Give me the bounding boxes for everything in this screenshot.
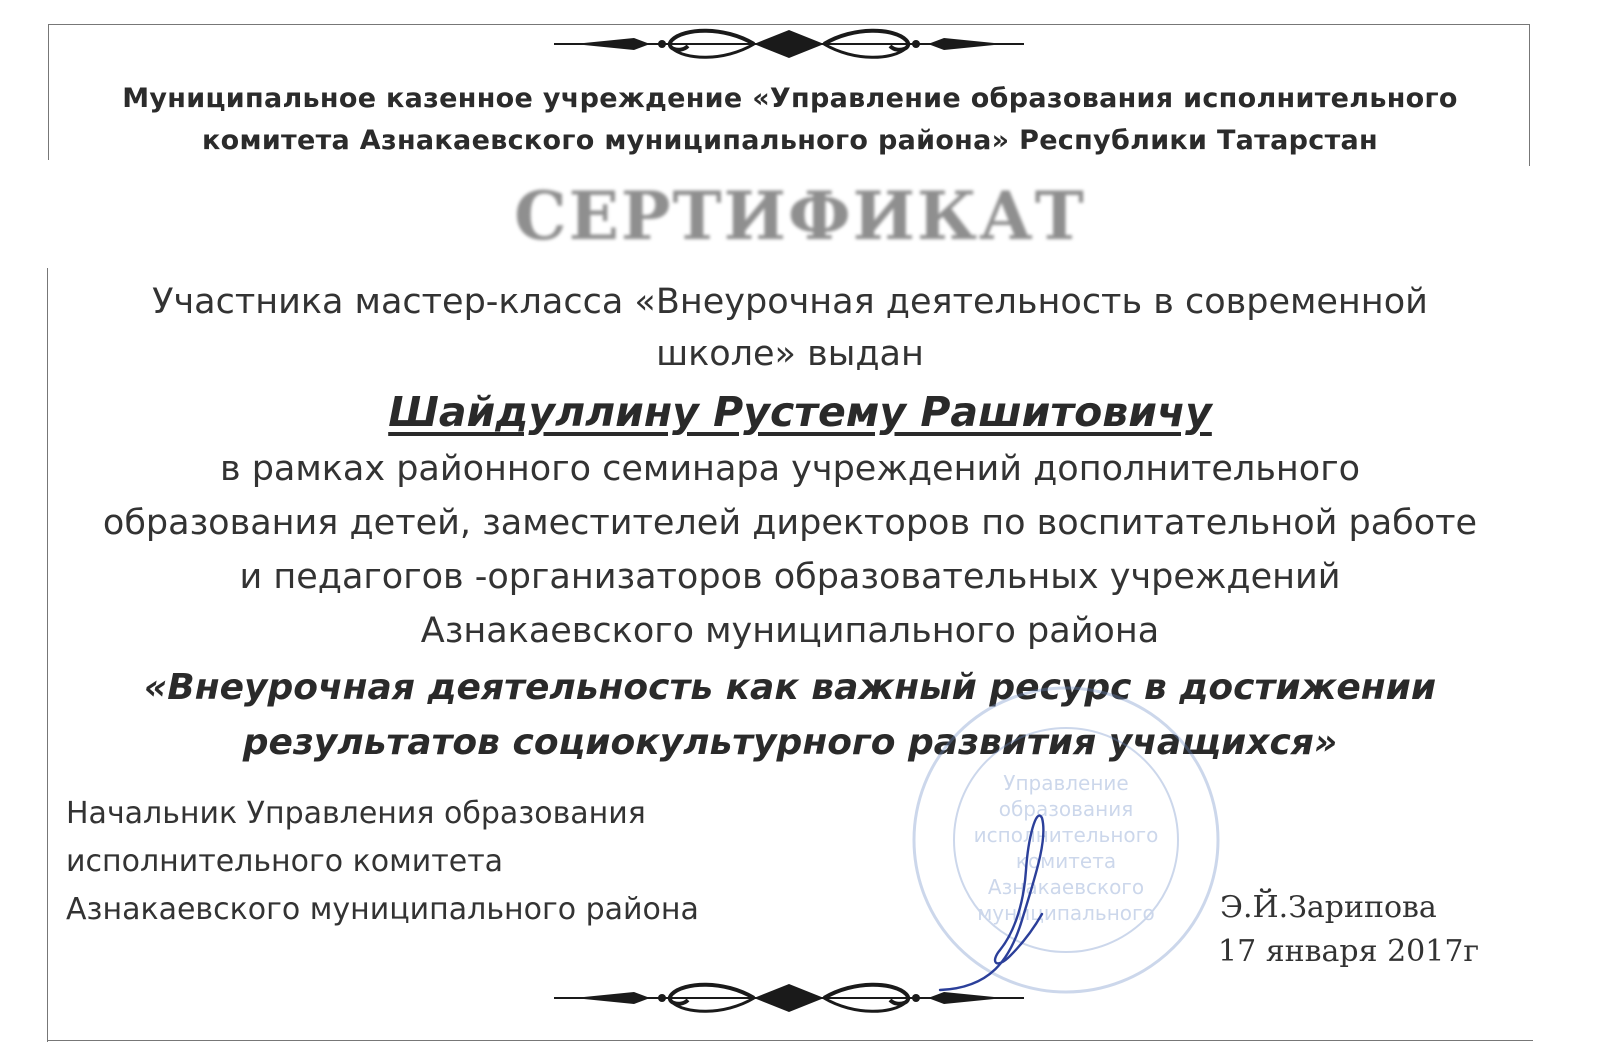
svg-text:Управление: Управление (1003, 771, 1129, 795)
recipient-name: Шайдуллину Рустему Рашитовичу (388, 388, 1212, 436)
context-line-2: образования детей, заместителей директоров по воспитательной работе (102, 503, 1478, 543)
context-line-1: в рамках районного семинара учреждений дополнительного (219, 449, 1361, 489)
issuer-header-line-2: комитета Азнакаевского муниципального района» Республики Татарстан (201, 125, 1379, 156)
signer-name: Э.Й.Зарипова (1220, 890, 1437, 925)
issue-date: 17 января 2017г (1218, 934, 1480, 969)
intro-line-2: школе» выдан (656, 334, 924, 374)
signer-position-line-1: Начальник Управления образования (66, 796, 646, 831)
svg-text:муниципального: муниципального (977, 901, 1155, 925)
certificate-intro (60, 276, 1520, 380)
frame-left-border-upper (48, 24, 49, 160)
ornament-bottom-icon (554, 978, 1024, 1018)
signer-position (66, 790, 826, 934)
seminar-title-line-1: «Внеурочная деятельность как важный ресурс в достижении (143, 667, 1437, 708)
issuer-header-line-1: Муниципальное казенное учреждение «Управление образования исполнительного (122, 83, 1458, 114)
seminar-title-line-2: результатов социокультурного развития учащихся» (242, 722, 1338, 763)
svg-text:комитета: комитета (1015, 849, 1117, 873)
context-line-4: Азнакаевского муниципального района (420, 611, 1160, 651)
svg-text:Азнакаевского: Азнакаевского (987, 875, 1145, 899)
seminar-context (60, 442, 1520, 658)
signer-position-line-3: Азнакаевского муниципального района (66, 892, 699, 927)
frame-right-border-upper (1529, 24, 1530, 166)
intro-line-1: Участника мастер-класса «Внеурочная деятельность в современной (152, 282, 1428, 322)
certificate-title: СЕРТИФИКАТ (514, 177, 1086, 255)
handwritten-signature-icon (930, 810, 1120, 1000)
frame-bottom-border (47, 1040, 1533, 1041)
ornament-top-icon (554, 24, 1024, 64)
issuer-header (60, 78, 1520, 162)
context-line-3: и педагогов -организаторов образовательных учреждений (239, 557, 1341, 597)
svg-text:образования: образования (998, 797, 1134, 821)
seminar-title (60, 660, 1520, 770)
signer-position-line-2: исполнительного комитета (66, 844, 504, 879)
svg-text:исполнительного: исполнительного (973, 823, 1159, 847)
